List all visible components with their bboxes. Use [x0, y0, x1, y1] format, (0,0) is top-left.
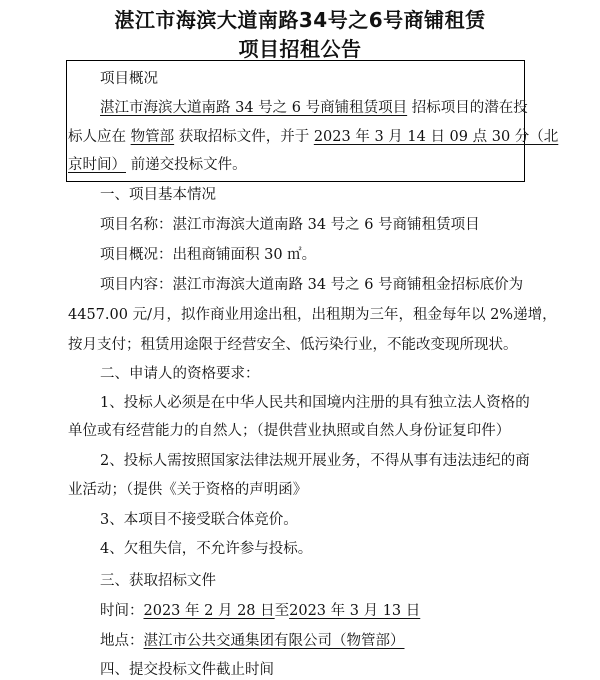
qualification-4: 4、欠租失信，不允许参与投标。 [100, 541, 313, 557]
obtain-place-value: 湛江市公共交通集团有限公司（物管部） [143, 633, 405, 649]
project-content-line-1: 项目内容：湛江市海滨大道南路 34 号之 6 号商铺租金招标底价为 [100, 277, 524, 293]
obtain-time-end: 2023 年 3 月 13 日 [289, 603, 421, 619]
qualification-2-line-2: 业活动；（提供《关于资格的声明函》 [68, 482, 308, 498]
project-name-line: 项目名称：湛江市海滨大道南路 34 号之 6 号商铺租赁项目 [100, 217, 480, 233]
overview-text-a: 招标项目的潜在投 [411, 100, 528, 116]
section-2-heading: 二、申请人的资格要求： [100, 366, 260, 382]
project-content-line-2: 4457.00 元/月，拟作商业用途出租，出租期为三年，租金每年以 2%递增， [68, 307, 557, 323]
qualification-2-line-1: 2、投标人需按照国家法律法规开展业务，不得从事有违法违纪的商 [100, 453, 530, 469]
obtain-time-to: 至 [274, 603, 290, 619]
project-summary-line: 项目概况：出租商铺面积 30 ㎡。 [100, 247, 317, 263]
section-1-heading: 一、项目基本情况 [100, 187, 216, 203]
document-title-line-1: 湛江市海滨大道南路34号之6号商铺租赁 [114, 8, 486, 32]
overview-paragraph-line-1 [100, 98, 528, 118]
overview-heading: 项目概况 [100, 71, 158, 87]
overview-deadline-b: 京时间） [68, 157, 126, 173]
project-content-line-3: 按月支付；租赁用途限于经营安全、低污染行业，不能改变现所现状。 [68, 337, 518, 353]
overview-department: 物管部 [130, 129, 175, 145]
document-title-line-2: 项目招租公告 [238, 37, 362, 61]
obtain-time-label: 时间： [100, 603, 144, 619]
section-4-heading: 四、提交投标文件截止时间 [100, 662, 274, 678]
overview-text-b: 标人应在 [68, 129, 126, 145]
overview-text-d: 前递交投标文件。 [130, 157, 247, 173]
overview-text-c: 获取招标文件，并于 [178, 129, 310, 145]
overview-paragraph-line-2 [68, 127, 558, 147]
qualification-1-line-1: 1、投标人必须是在中华人民共和国境内注册的具有独立法人资格的 [100, 395, 530, 411]
obtain-place-label: 地点： [100, 633, 144, 649]
obtain-time-line [100, 601, 420, 621]
obtain-time-start: 2023 年 2 月 28 日 [143, 603, 275, 619]
obtain-place-line [100, 631, 405, 651]
overview-deadline-a: 2023 年 3 月 14 日 09 点 30 分（北 [313, 129, 559, 145]
overview-paragraph-line-3 [68, 155, 247, 175]
qualification-1-line-2: 单位或有经营能力的自然人；（提供营业执照或自然人身份证复印件） [68, 423, 511, 439]
section-3-heading: 三、获取招标文件 [100, 573, 216, 589]
qualification-3: 3、本项目不接受联合体竞价。 [100, 512, 298, 528]
overview-project-name: 湛江市海滨大道南路 34 号之 6 号商铺租赁项目 [100, 100, 408, 116]
